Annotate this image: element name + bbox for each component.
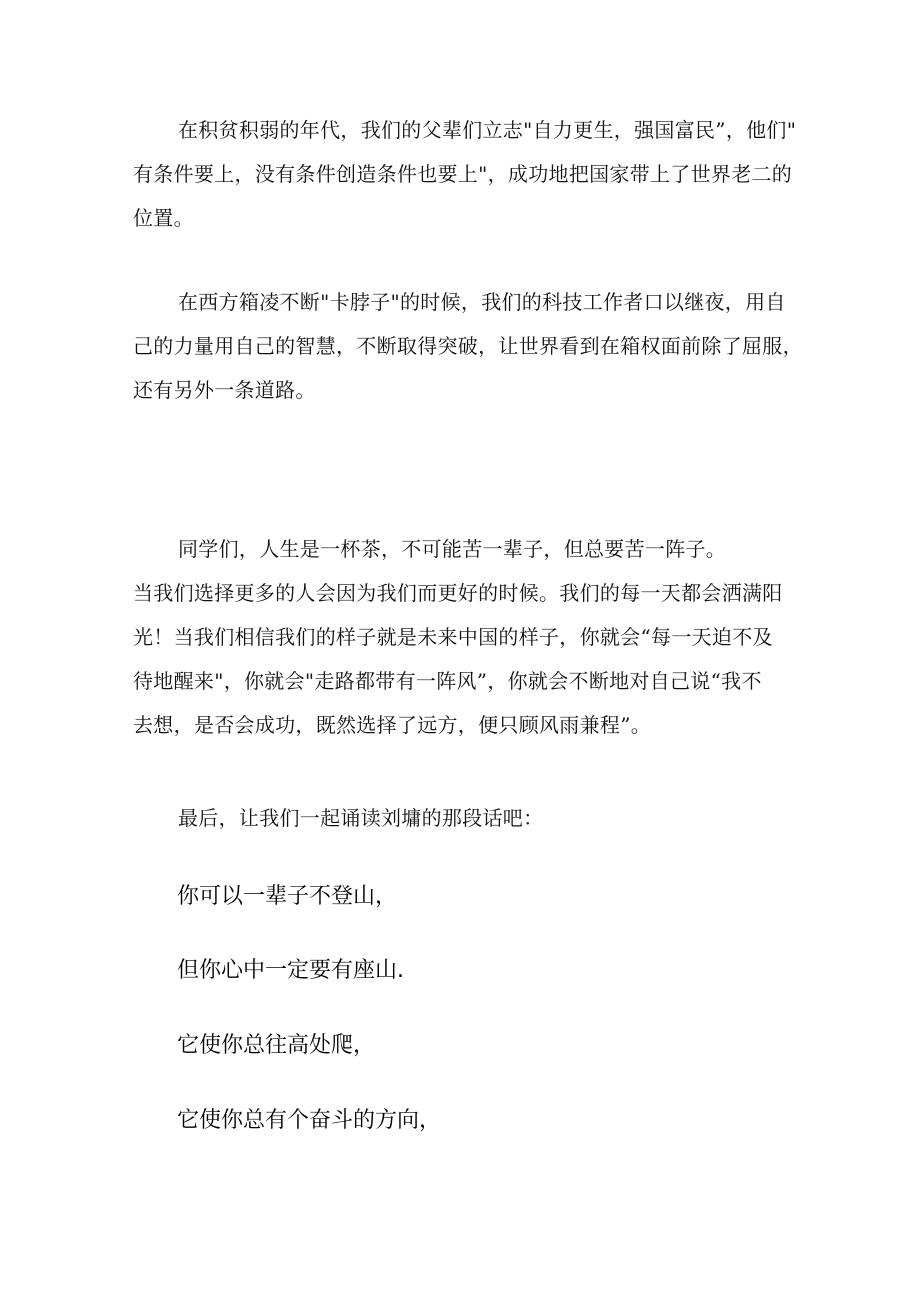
- paragraph-3: [133, 527, 793, 747]
- poem-line-1: 你可以一辈子不登山，: [177, 884, 398, 909]
- poem-line-4: 它使你总有个奋斗的方向，: [177, 1108, 442, 1133]
- poem-line-3: 它使你总往高处爬，: [177, 1033, 376, 1058]
- paragraph-2-line-3: 还有另外一条道路。: [133, 378, 316, 402]
- poem-line-2: 但你心中一定要有座山.: [177, 958, 404, 983]
- paragraph-3-line-4: 待地醒来"，你就会"走路都带有一阵风”，你就会不断地对自己说“我不: [133, 669, 762, 693]
- paragraph-1-line-2: 有条件要上，没有条件创造条件也要上"，成功地把国家带上了世界老二的: [133, 162, 793, 186]
- paragraph-3-line-2: 当我们选择更多的人会因为我们而更好的时候。我们的每一天都会洒满阳: [133, 581, 783, 605]
- paragraph-3-line-5: 去想，是否会成功，既然选择了远方，便只顾风雨兼程”。: [133, 713, 652, 737]
- paragraph-4: [133, 796, 793, 840]
- paragraph-2-line-1: 在西方箱凌不断"卡脖子"的时候，我们的科技工作者口以继夜，用自: [178, 290, 786, 314]
- paragraph-1: [133, 108, 797, 240]
- paragraph-3-line-3: 光！当我们相信我们的样子就是未来中国的样子，你就会“每一天迫不及: [133, 625, 773, 649]
- paragraph-1-line-1: 在积贫积弱的年代，我们的父辈们立志"自力更生，强国富民”，他们": [178, 118, 797, 142]
- paragraph-2: [133, 280, 803, 412]
- paragraph-4-line-1: 最后，让我们一起诵读刘墉的那段话吧：: [178, 806, 544, 830]
- paragraph-3-line-1: 同学们，人生是一杯茶，不可能苦一辈子，但总要苦一阵子。: [178, 537, 727, 561]
- paragraph-1-line-3: 位置。: [133, 206, 194, 230]
- paragraph-2-line-2: 己的力量用自己的智慧，不断取得突破，让世界看到在箱权面前除了屈服，: [133, 334, 803, 358]
